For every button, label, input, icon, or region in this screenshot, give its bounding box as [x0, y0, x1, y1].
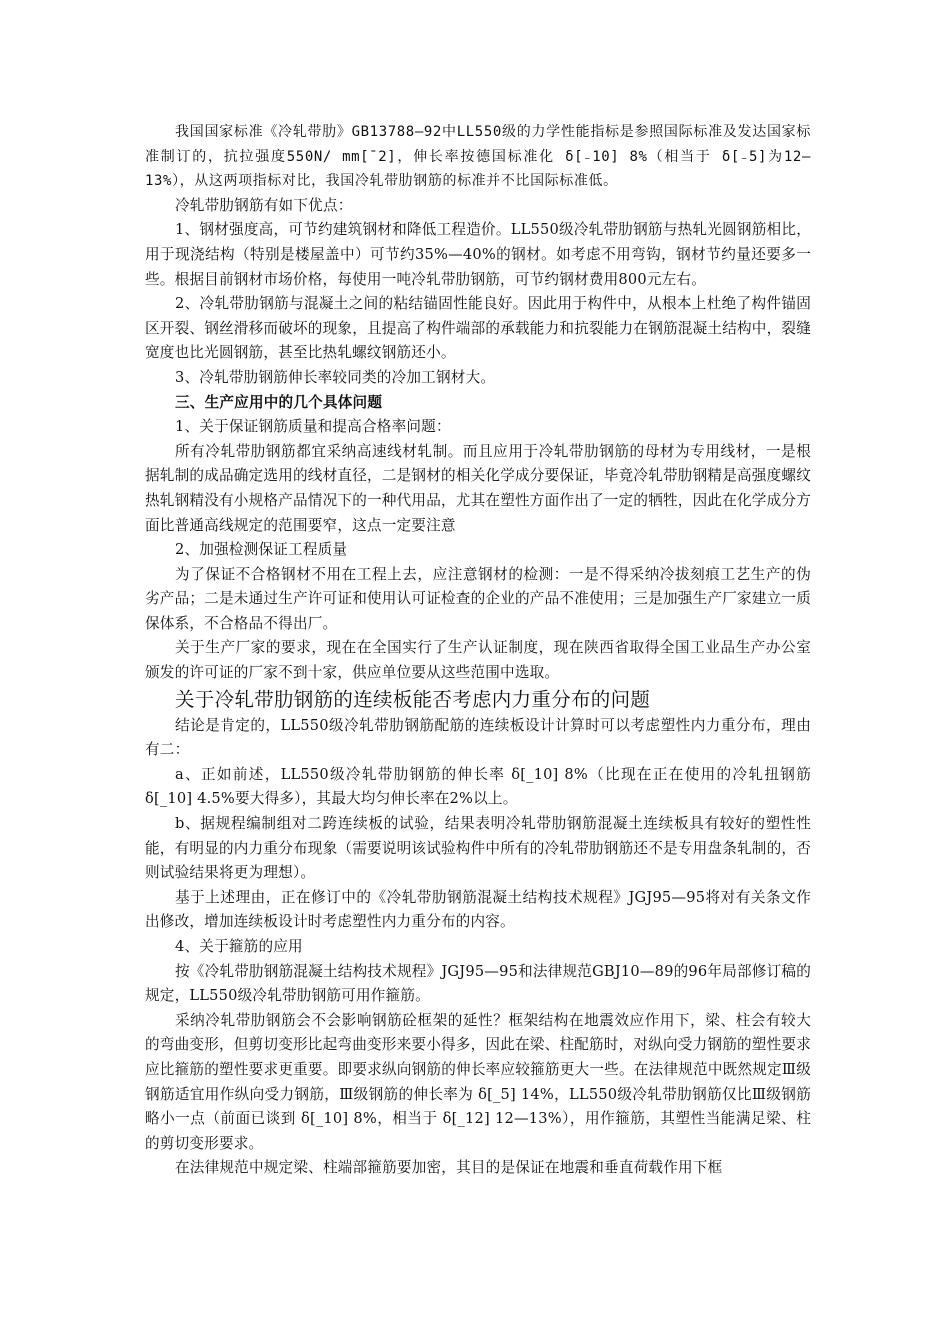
paragraph-advantages-intro: 冷轧带肋钢筋有如下优点： — [175, 196, 353, 214]
subheading-inspection: 2、加强检测保证工程质量 — [175, 541, 348, 559]
subheading-quality: 1、关于保证钢筋质量和提高合格率问题： — [175, 418, 451, 436]
paragraph-manufacturers: 关于生产厂家的要求，现在在全国实行了生产认证制度，现在陕西省取得全国工业品生产办公室颁发的许可证的厂家不到十家，供应单位要从这些范围中选取。 — [145, 639, 811, 682]
paragraph-conclusion: 结论是肯定的，LL550级冷轧带肋钢筋配筋的连续板设计计算时可以考虑塑性内力重分布，理由有二： — [145, 716, 811, 759]
paragraph-advantage-2: 2、冷轧带肋钢筋与混凝土之间的粘结锚固性能良好。因此用于构件中，从根本上杜绝了构件锚固区开裂、钢丝滑移而破坏的现象，且提高了构件端部的承载能力和抗裂能力在钢筋混凝土结构中，裂缝宽度也比光圆钢筋，甚至比热轧螺纹钢筋还小。 — [145, 295, 811, 362]
paragraph-revision: 基于上述理由，正在修订中的《冷轧带肋钢筋混凝土结构技术规程》JGJ95—95将对有关条文作出修改，增加连续板设计时考虑塑性内力重分布的内容。 — [145, 888, 811, 931]
section-heading-3: 三、生产应用中的几个具体问题 — [175, 393, 383, 411]
heading-redistribution: 关于冷轧带肋钢筋的连续板能否考虑内力重分布的问题 — [175, 687, 651, 711]
paragraph-ductility: 采纳冷轧带肋钢筋会不会影响钢筋砼框架的延性？框架结构在地震效应作用下，梁、柱会有较大的弯曲变形，但剪切变形比起弯曲变形来要小得多，因此在梁、柱配筋时，对纵向受力钢筋的塑性要求应比箍筋的塑性要求更重要。即要求纵向钢筋的伸长率应较箍筋更大一些。在法律规范中既然规定Ⅲ级钢筋适宜用作纵向受力钢筋，Ⅲ级钢筋的伸长率为 δ[_5] 14%，LL550级冷轧带肋钢筋仅比Ⅲ级钢筋略小一点（前面已谈到 δ[_10] 8%，相当于 δ[_12] 12—13%），用作箍筋，其塑性当能满足梁、柱的剪切变形要求。 — [145, 1011, 811, 1152]
paragraph-advantage-1: 1、钢材强度高，可节约建筑钢材和降低工程造价。LL550级冷轧带肋钢筋与热轧光圆钢筋相比，用于现浇结构（特别是楼屋盖中）可节约35%—40%的钢材。如考虑不用弯钩，钢材节约量还要多一些。根据目前钢材市场价格，每使用一吨冷轧带肋钢筋，可节约钢材费用800元左右。 — [145, 221, 811, 288]
paragraph-stirrup-rule: 按《冷轧带肋钢筋混凝土结构技术规程》JGJ95—95和法律规范GBJ10—89的96年局部修订稿的规定，LL550级冷轧带肋钢筋可用作箍筋。 — [145, 962, 811, 1005]
paragraph-reason-a: a、正如前述，LL550级冷轧带肋钢筋的伸长率 δ[_10] 8%（比现在正在使用的冷轧扭钢筋 δ[_10] 4.5%要大得多），其最大均匀伸长率在2%以上。 — [145, 765, 811, 808]
document-body — [145, 120, 811, 1181]
paragraph-encryption: 在法律规范中规定梁、柱端部箍筋要加密，其目的是保证在地震和垂直荷载作用下框 — [175, 1159, 723, 1177]
paragraph-inspection: 为了保证不合格钢材不用在工程上去，应注意钢材的检测：一是不得采纳冷拔刻痕工艺生产的伪劣产品；二是未通过生产许可证和使用认可证检查的企业的产品不准使用；三是加强生产厂家建立一质保体系，不合格品不得出厂。 — [145, 565, 811, 632]
paragraph-advantage-3: 3、冷轧带肋钢筋伸长率较同类的冷加工钢材大。 — [175, 368, 496, 386]
paragraph-rolling: 所有冷轧带肋钢筋都宜采纳高速线材轧制。而且应用于冷轧带肋钢筋的母材为专用线材，一是根据轧制的成品确定选用的线材直径，二是钢材的相关化学成分要保证，毕竟冷轧带肋钢精是高强度螺纹热轧钢精没有小规格产品情况下的一种代用品，尤其在塑性方面作出了一定的牺牲，因此在化学成分方面比普通高线规定的范围要窄，这点一定要注意 — [145, 442, 811, 534]
paragraph-standard-intro: 我国国家标准《冷轧带肋》GB13788—92中LL550级的力学性能指标是参照国际标准及发达国家标准制订的，抗拉强度550N/ mm[¯2]，伸长率按德国标准化 δ[₋10] 8%（相当于 δ[₋5]为12—13%），从这两项指标对比，我国冷轧带肋钢筋的标准并不比国际标准低。 — [145, 124, 811, 190]
paragraph-reason-b: b、据规程编制组对二跨连续板的试验，结果表明冷轧带肋钢筋混凝土连续板具有较好的塑性性能，有明显的内力重分布现象（需要说明该试验构件中所有的冷轧带肋钢筋还不是专用盘条轧制的，否则试验结果将更为理想）。 — [145, 815, 811, 882]
subheading-stirrups: 4、关于箍筋的应用 — [175, 938, 303, 955]
